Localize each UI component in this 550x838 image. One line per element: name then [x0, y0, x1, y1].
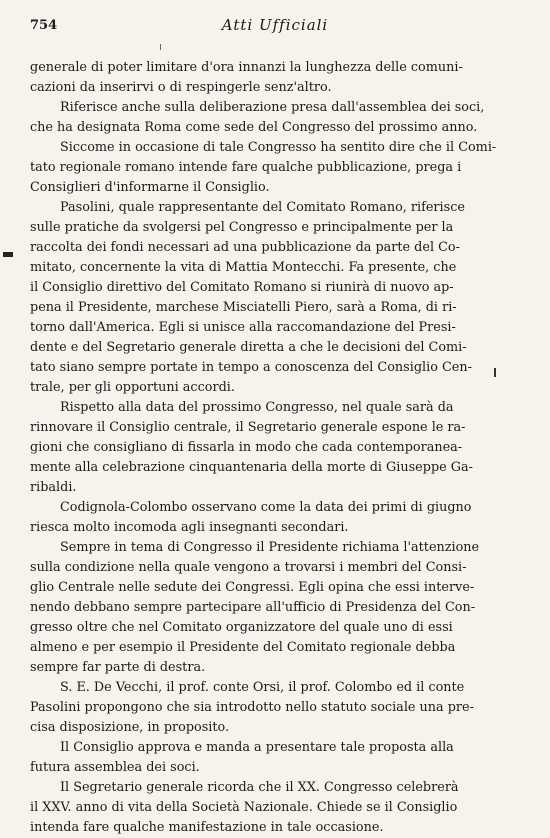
text-line: Il Consiglio approva e manda a presentare tale proposta alla: [60, 740, 454, 755]
text-line: Sempre in tema di Congresso il Presidente richiama l'attenzione: [60, 540, 480, 555]
text-line: intenda fare qualche manifestazione in tale occasione.: [30, 820, 384, 835]
text-line: nendo debbano sempre partecipare all'ufficio di Presidenza del Con-: [30, 600, 476, 615]
text-line: raccolta dei fondi necessari ad una pubblicazione da parte del Co-: [30, 240, 460, 255]
page-header: [30, 16, 520, 40]
text-line: almeno e per esempio il Presidente del Comitato regionale debba: [30, 640, 456, 655]
text-line: rinnovare il Consiglio centrale, il Segretario generale espone le ra-: [30, 420, 466, 435]
scan-mark: [160, 44, 161, 50]
body-text: [30, 58, 525, 838]
text-line: sempre far parte di destra.: [30, 660, 206, 675]
text-line: che ha designata Roma come sede del Congresso del prossimo anno.: [30, 120, 478, 135]
text-line: il XXV. anno di vita della Società Nazionale. Chiede se il Consiglio: [30, 800, 458, 815]
text-line: trale, per gli opportuni accordi.: [30, 380, 235, 395]
text-line: gioni che consigliano di fissarla in modo che cada contemporanea-: [30, 440, 463, 455]
text-line: sulle pratiche da svolgersi pel Congresso e principalmente per la: [30, 220, 454, 235]
text-line: Siccome in occasione di tale Congresso ha sentito dire che il Comi-: [60, 140, 497, 155]
text-line: Consiglieri d'informarne il Consiglio.: [30, 180, 270, 195]
text-line: gresso oltre che nel Comitato organizzatore del quale uno di essi: [30, 620, 453, 635]
margin-mark: [3, 252, 13, 257]
text-line: Pasolini propongono che sia introdotto nello statuto sociale una pre-: [30, 700, 474, 715]
text-line: tato regionale romano intende fare qualche pubblicazione, prega i: [30, 160, 462, 175]
text-line: torno dall'America. Egli si unisce alla raccomandazione del Presi-: [30, 320, 456, 335]
text-line: cisa disposizione, in proposito.: [30, 720, 230, 735]
text-line: il Consiglio direttivo del Comitato Romano si riunirà di nuovo ap-: [30, 280, 454, 295]
text-line: Riferisce anche sulla deliberazione presa dall'assemblea dei soci,: [60, 100, 485, 115]
text-line: sulla condizione nella quale vengono a trovarsi i membri del Consi-: [30, 560, 467, 575]
running-head: Atti Ufficiali: [221, 16, 329, 34]
text-line: generale di poter limitare d'ora innanzi la lunghezza delle comuni-: [30, 60, 463, 75]
text-line: riesca molto incomoda agli insegnanti secondari.: [30, 520, 349, 535]
text-line: Pasolini, quale rappresentante del Comitato Romano, riferisce: [60, 200, 465, 215]
text-line: dente e del Segretario generale diretta a che le decisioni del Comi-: [30, 340, 467, 355]
text-line: Il Segretario generale ricorda che il XX. Congresso celebrerà: [60, 780, 459, 795]
text-line: cazioni da inserirvi o di respingerle senz'altro.: [30, 80, 332, 95]
text-line: futura assemblea dei soci.: [30, 760, 200, 775]
page-number: 754: [30, 18, 58, 33]
text-line: glio Centrale nelle sedute dei Congressi. Egli opina che essi interve-: [30, 580, 475, 595]
text-line: Codignola-Colombo osservano come la data dei primi di giugno: [60, 500, 472, 515]
text-line: pena il Presidente, marchese Misciatelli Piero, sarà a Roma, di ri-: [30, 300, 457, 315]
text-line: ribaldi.: [30, 480, 77, 495]
text-line: S. E. De Vecchi, il prof. conte Orsi, il prof. Colombo ed il conte: [60, 680, 465, 695]
text-line: mitato, concernente la vita di Mattia Montecchi. Fa presente, che: [30, 260, 457, 275]
text-line: tato siano sempre portate in tempo a conoscenza del Consiglio Cen-: [30, 360, 472, 375]
text-line: Rispetto alla data del prossimo Congresso, nel quale sarà da: [60, 400, 454, 415]
text-line: mente alla celebrazione cinquantenaria della morte di Giuseppe Ga-: [30, 460, 473, 475]
